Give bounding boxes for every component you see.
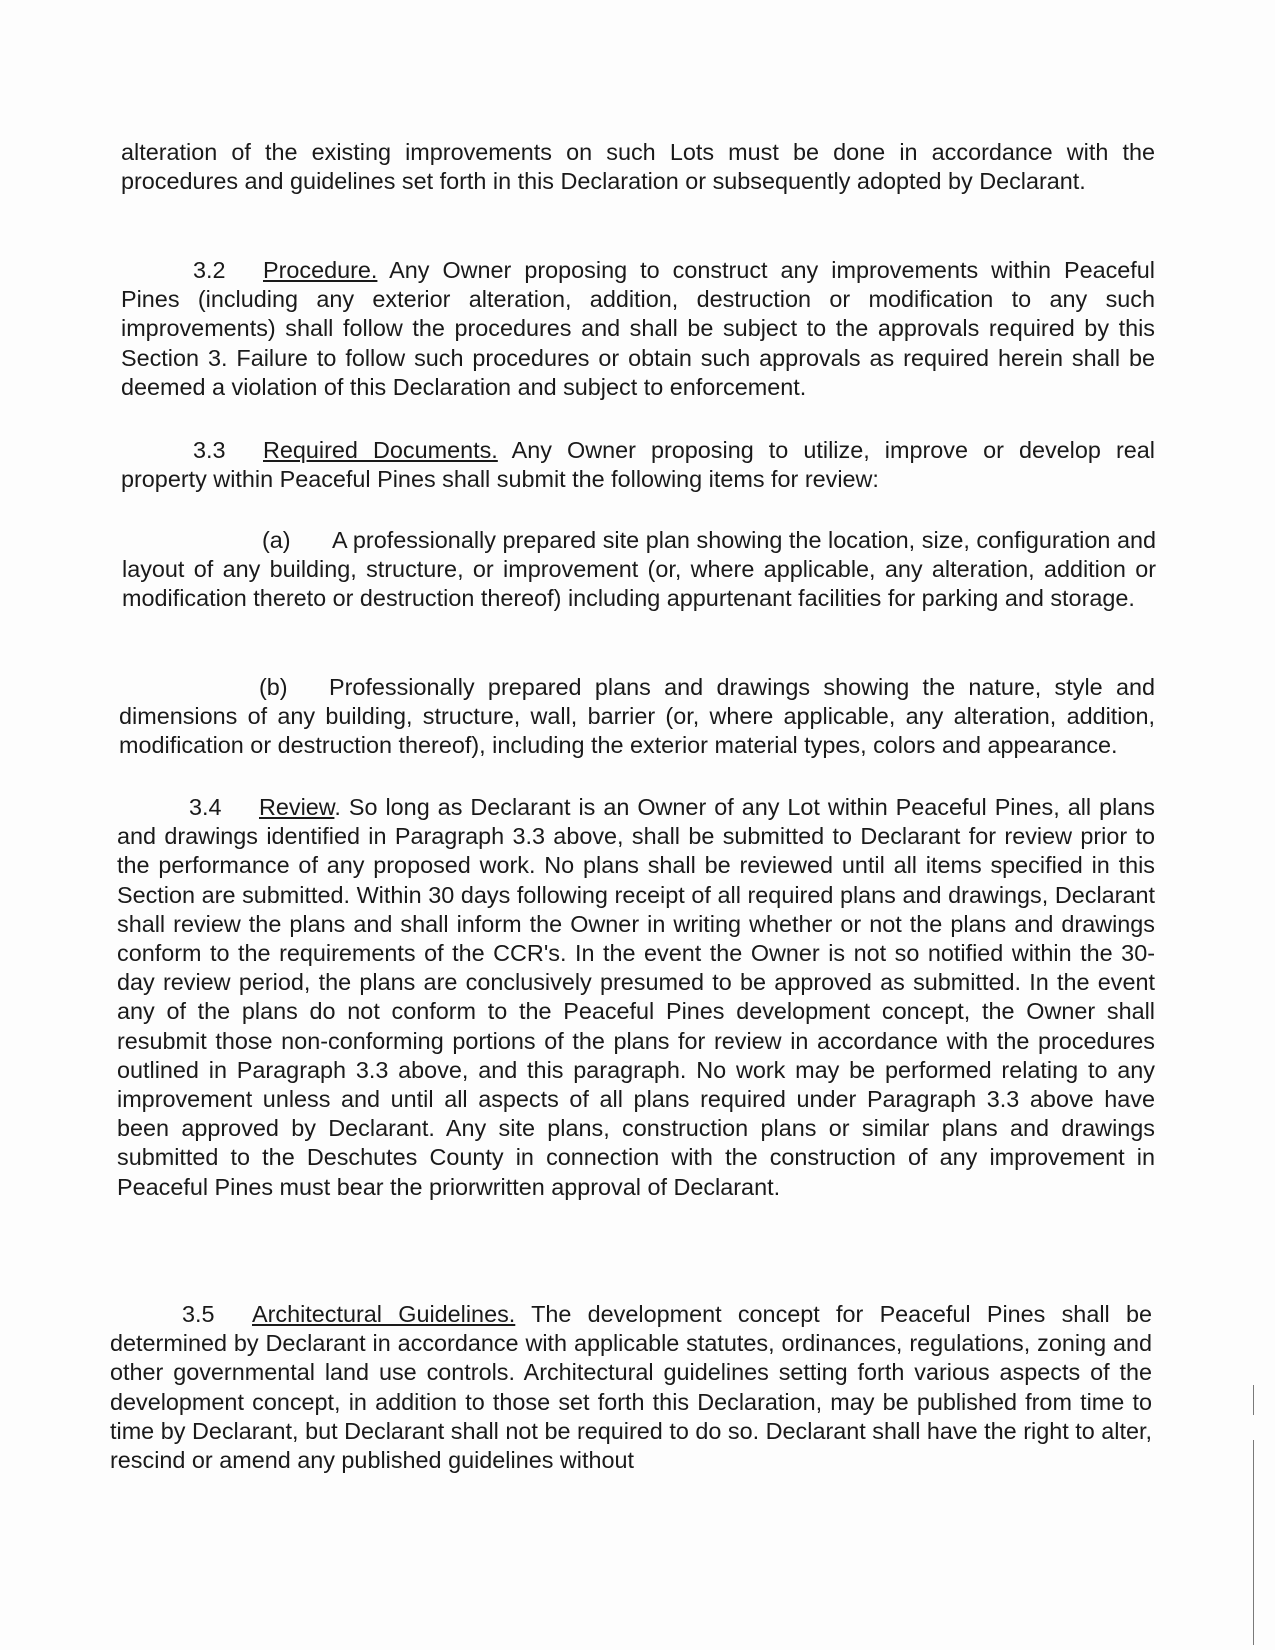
section-body: Any Owner proposing to construct any improvements within Peaceful Pines (including any exterior alteration, addition, destruction or modification to any such improvements) shall follow the procedures and shall be subject to the approvals required by this Section 3. Failure to follow such procedures or obtain such approvals as required herein shall be deemed a violation of this Declaration and subject to enforcement. [121,257,1155,400]
section-3-5 [110,1300,1152,1475]
subsection-3-3-a [122,526,1156,614]
paragraph-continuation [121,138,1155,196]
paragraph-text: alteration of the existing improvements on such Lots must be done in accordance with the procedures and guidelines set forth in this Declaration or subsequently adopted by Declarant. [121,139,1155,195]
subsection-body: A professionally prepared site plan showing the location, size, configuration and layout of any building, structure, or improvement (or, where applicable, any alteration, addition or modification thereto or destruction thereof) including appurtenant facilities for parking and storage. [122,527,1156,612]
section-number: 3.2 [193,257,226,283]
section-3-2 [121,256,1155,402]
section-heading: Procedure. [263,257,378,283]
subsection-label: (b) [259,674,288,700]
section-body: . So long as Declarant is an Owner of any Lot within Peaceful Pines, all plans and drawings identified in Paragraph 3.3 above, shall be submitted to Declarant for review prior to the performance of any proposed work. No plans shall be reviewed until all items specified in this Section are submitted. Within 30 days following receipt of all required plans and drawings, Declarant shall review the plans and shall inform the Owner in writing whether or not the plans and drawings conform to the requirements of the CCR's. In the event the Owner is not so notified within the 30-day review period, the plans are conclusively presumed to be approved as submitted. In the event any of the plans do not conform to the Peaceful Pines development concept, the Owner shall resubmit those non-conforming portions of the plans for review in accordance with the procedures outlined in Paragraph 3.3 above, and this paragraph. No work may be performed relating to any improvement unless and until all aspects of all plans required under Paragraph 3.3 above have been approved by Declarant. Any site plans, construction plans or similar plans and drawings submitted to the Deschutes County in connection with the construction of any improvement in Peaceful Pines must bear the priorwritten approval of Declarant. [117,794,1155,1200]
section-body: The development concept for Peaceful Pines shall be determined by Declarant in accordance with applicable statutes, ordinances, regulations, zoning and other governmental land use controls. Architectural guidelines setting forth various aspects of the development concept, in addition to those set forth this Declaration, may be published from time to time by Declarant, but Declarant shall not be required to do so. Declarant shall have the right to alter, rescind or amend any published guidelines without [110,1301,1152,1474]
section-heading: Architectural Guidelines. [252,1301,516,1327]
section-body: Any Owner proposing to utilize, improve or develop real property within Peaceful Pines shall submit the following items for review: [121,437,1155,493]
scan-artifact-line [1253,1385,1254,1415]
section-3-3 [121,436,1155,494]
section-number: 3.5 [182,1301,215,1327]
subsection-3-3-b [119,673,1155,761]
subsection-label: (a) [262,527,291,553]
section-number: 3.3 [193,437,226,463]
section-number: 3.4 [189,794,222,820]
section-3-4 [117,793,1155,1202]
scan-artifact-line [1253,1440,1254,1645]
section-heading: Required Documents. [263,437,498,463]
section-heading: Review [259,794,335,820]
subsection-body: Professionally prepared plans and drawings showing the nature, style and dimensions of any building, structure, wall, barrier (or, where applicable, any alteration, addition, modification or destruction thereof), including the exterior material types, colors and appearance. [119,674,1155,759]
